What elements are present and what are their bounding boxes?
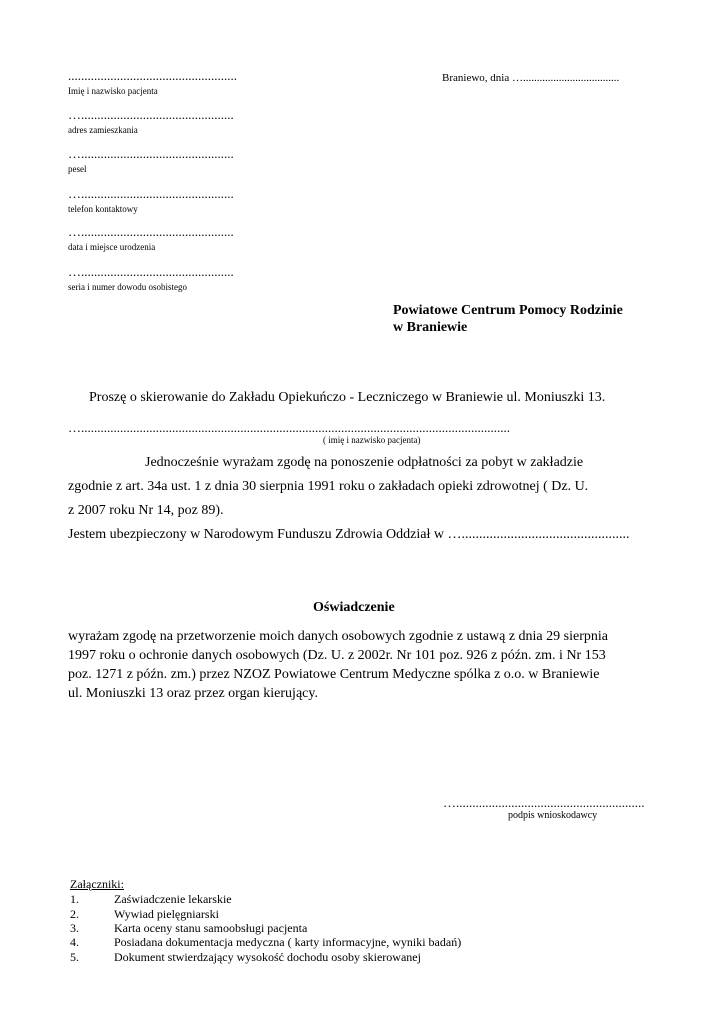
consent-line1: Jednocześnie wyrażam zgodę na ponoszenie odpłatności za pobyt w zakładzie [145, 455, 584, 470]
signature-label: podpis wnioskodawcy [508, 810, 598, 821]
phone-label: telefon kontaktowy [68, 204, 138, 214]
recipient-line2: w Braniewie [393, 320, 468, 335]
signature-dots: ….......................................................... [443, 795, 645, 810]
list-item-number: 5. [70, 950, 79, 964]
pesel-dots: …............................................... [68, 146, 234, 161]
list-item-text: Wywiad pielęgniarski [114, 907, 219, 921]
statement-line2: 1997 roku o ochronie danych osobowych (Dz. U. z 2002r. Nr 101 poz. 926 z późn. zm. i Nr 153 [68, 648, 606, 663]
list-item [70, 935, 461, 950]
list-item [70, 921, 307, 936]
insurance-line: Jestem ubezpieczony w Narodowym Funduszu Zdrowia Oddział w …................................................ [68, 527, 630, 542]
name-label: Imię i nazwisko pacjenta [68, 86, 158, 96]
list-item [70, 892, 232, 907]
patient-name-dots: ….................................................................................................................................... [68, 420, 510, 435]
list-item-number: 1. [70, 892, 79, 906]
birth-label: data i miejsce urodzenia [68, 242, 156, 252]
statement-line1: wyrażam zgodę na przetworzenie moich danych osobowych zgodnie z ustawą z dnia 29 sierpnia [68, 629, 608, 644]
list-item [70, 907, 219, 922]
list-item-number: 2. [70, 907, 79, 921]
list-item-text: Karta oceny stanu samoobsługi pacjenta [114, 921, 308, 935]
pesel-label: pesel [68, 164, 87, 174]
list-item-number: 4. [70, 935, 79, 949]
attachments-title: Załączniki: [70, 877, 124, 891]
list-item [70, 950, 421, 965]
birth-dots: …............................................... [68, 224, 234, 239]
consent-line2: zgodnie z art. 34a ust. 1 z dnia 30 sierpnia 1991 roku o zakładach opieki zdrowotnej ( Dz. U. [68, 479, 589, 494]
statement-line4: ul. Moniuszki 13 oraz przez organ kierujący. [68, 686, 318, 701]
request-text: Proszę o skierowanie do Zakładu Opiekuńczo - Leczniczego w Braniewie ul. Moniuszki 13. [89, 390, 606, 405]
patient-name-label: ( imię i nazwisko pacjenta) [323, 435, 421, 445]
name-dots: .................................................... [68, 68, 237, 83]
phone-dots: …............................................... [68, 186, 234, 201]
date-line: Braniewo, dnia …................................... [442, 72, 620, 84]
consent-line3: z 2007 roku Nr 14, poz 89). [68, 503, 224, 518]
address-dots: …............................................... [68, 107, 234, 122]
id-label: seria i numer dowodu osobistego [68, 282, 187, 292]
list-item-number: 3. [70, 921, 79, 935]
list-item-text: Zaświadczenie lekarskie [114, 892, 232, 906]
statement-title: Oświadczenie [313, 600, 395, 615]
recipient-line1: Powiatowe Centrum Pomocy Rodzinie [393, 303, 623, 318]
list-item-text: Dokument stwierdzający wysokość dochodu osoby skierowanej [114, 950, 421, 964]
statement-line3: poz. 1271 z późn. zm.) przez NZOZ Powiatowe Centrum Medyczne spólka z o.o. w Braniewie [68, 667, 600, 682]
list-item-text: Posiadana dokumentacja medyczna ( karty informacyjne, wyniki badań) [114, 935, 462, 949]
id-dots: …............................................... [68, 264, 234, 279]
address-label: adres zamieszkania [68, 125, 138, 135]
